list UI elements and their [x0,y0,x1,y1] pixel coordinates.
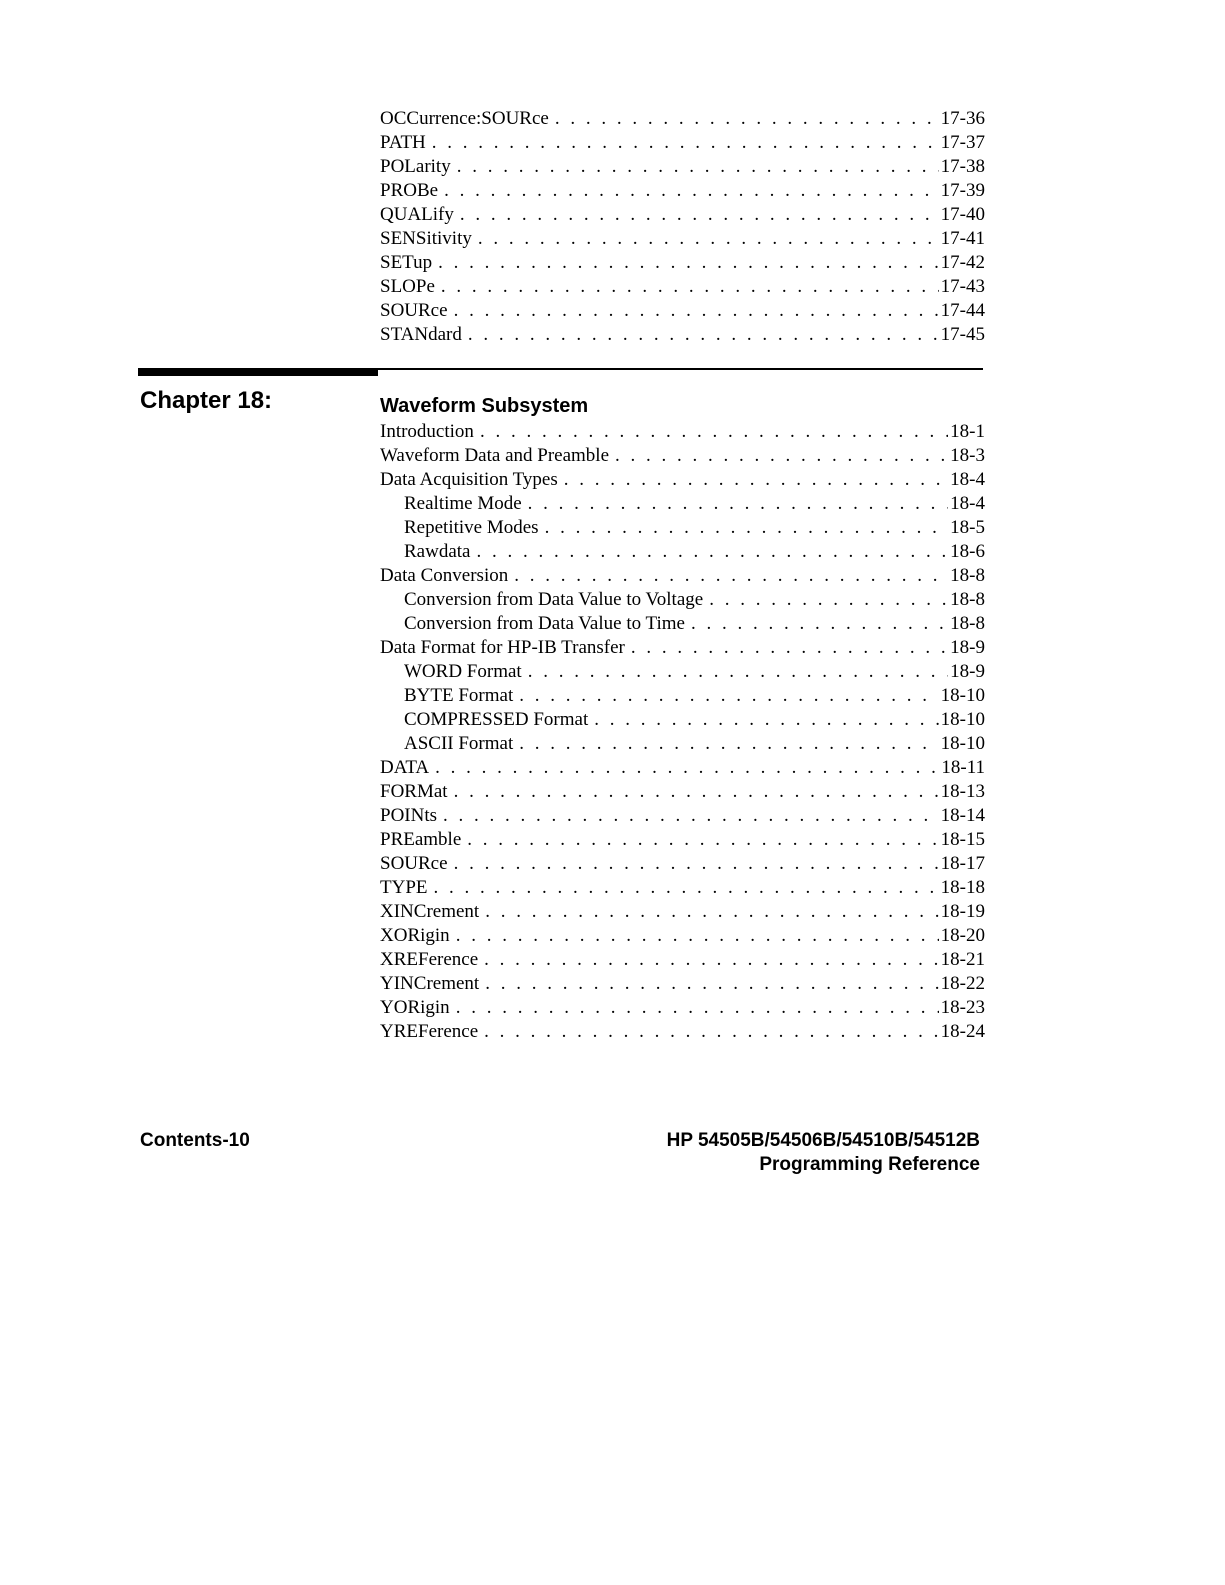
toc-entry-title: FORMat [380,781,448,802]
toc-entry-title: Conversion from Data Value to Time [404,613,685,634]
toc-entry[interactable] [380,612,985,636]
toc-entry-page: 18-3 [950,445,985,466]
toc-entry[interactable] [380,684,985,708]
toc-entry-page: 17-37 [940,132,985,153]
toc-dot-leader [615,444,948,468]
toc-dot-leader [519,732,938,756]
toc-entry-page: 18-4 [950,469,985,490]
footer-page-label: Contents-10 [140,1130,250,1151]
toc-entry[interactable] [380,756,985,780]
toc-entry-page: 18-6 [950,541,985,562]
toc-entry-page: 17-36 [940,108,985,129]
toc-dot-leader [468,323,939,347]
toc-dot-leader [545,516,949,540]
toc-previous-section [380,107,985,347]
toc-entry-page: 17-39 [940,180,985,201]
toc-entry-title: COMPRESSED Format [404,709,589,730]
toc-entry-title: YREFerence [380,1021,479,1042]
toc-entry-title: PREamble [380,829,462,850]
toc-entry-title: XORigin [380,925,450,946]
toc-entry[interactable] [380,876,985,900]
toc-dot-leader [441,275,939,299]
toc-entry-page: 17-44 [940,300,985,321]
toc-entry-title: Data Acquisition Types [380,469,558,490]
toc-entry[interactable] [380,996,985,1020]
toc-entry-page: 17-43 [940,276,985,297]
toc-entry-page: 18-8 [950,565,985,586]
toc-entry-page: 18-5 [950,517,985,538]
toc-entry-title: POLarity [380,156,451,177]
toc-entry[interactable] [380,924,985,948]
toc-entry-title: QUALify [380,204,454,225]
toc-dot-leader [456,996,939,1020]
toc-dot-leader [631,636,948,660]
toc-dot-leader [438,251,939,275]
toc-entry-page: 18-13 [940,781,985,802]
toc-entry[interactable] [380,227,985,251]
toc-entry-title: ASCII Format [404,733,514,754]
toc-dot-leader [432,131,939,155]
toc-entry-title: Realtime Mode [404,493,522,514]
toc-entry[interactable] [380,516,985,540]
toc-chapter-18 [380,420,985,1044]
toc-entry-title: Rawdata [404,541,471,562]
toc-entry[interactable] [380,1020,985,1044]
toc-entry[interactable] [380,251,985,275]
toc-entry-page: 18-9 [950,637,985,658]
toc-entry[interactable] [380,275,985,299]
toc-entry-page: 18-10 [940,733,985,754]
toc-entry-title: SENSitivity [380,228,472,249]
toc-entry-title: WORD Format [404,661,522,682]
toc-entry-title: XREFerence [380,949,479,970]
toc-entry-page: 18-21 [940,949,985,970]
toc-dot-leader [460,203,939,227]
toc-dot-leader [691,612,948,636]
toc-entry[interactable] [380,972,985,996]
toc-entry[interactable] [380,179,985,203]
toc-dot-leader [485,900,938,924]
toc-entry-title: BYTE Format [404,685,514,706]
toc-entry-title: Data Format for HP-IB Transfer [380,637,625,658]
toc-entry-title: TYPE [380,877,428,898]
toc-entry-page: 18-10 [940,685,985,706]
toc-entry[interactable] [380,468,985,492]
toc-entry-page: 18-18 [940,877,985,898]
toc-entry-title: Conversion from Data Value to Voltage [404,589,704,610]
toc-entry-page: 18-22 [940,973,985,994]
toc-entry-page: 18-24 [940,1021,985,1042]
toc-dot-leader [519,684,938,708]
toc-dot-leader [594,708,938,732]
toc-entry[interactable] [380,299,985,323]
toc-entry-title: SOURce [380,853,448,874]
toc-entry[interactable] [380,804,985,828]
toc-dot-leader [434,876,939,900]
toc-entry-title: Introduction [380,421,474,442]
toc-entry-page: 18-1 [950,421,985,442]
footer-product: HP 54505B/54506B/54510B/54512B [666,1130,980,1151]
toc-entry-title: SLOPe [380,276,435,297]
toc-dot-leader [514,564,948,588]
chapter-title: Waveform Subsystem [380,395,589,417]
toc-entry-title: Data Conversion [380,565,509,586]
toc-dot-leader [528,492,949,516]
toc-entry[interactable] [380,660,985,684]
chapter-label: Chapter 18: [140,387,273,414]
footer-document-info [667,1129,980,1177]
toc-entry[interactable] [380,900,985,924]
toc-dot-leader [478,227,939,251]
toc-dot-leader [485,972,938,996]
toc-entry[interactable] [380,636,985,660]
toc-dot-leader [555,107,939,131]
toc-dot-leader [457,155,939,179]
toc-entry-title: SETup [380,252,433,273]
toc-entry-title: XINCrement [380,901,480,922]
toc-entry-title: YINCrement [380,973,480,994]
toc-dot-leader [484,1020,939,1044]
toc-entry[interactable] [380,708,985,732]
toc-entry[interactable] [380,564,985,588]
toc-entry[interactable] [380,588,985,612]
toc-entry-title: YORigin [380,997,450,1018]
toc-dot-leader [484,948,939,972]
toc-dot-leader [480,420,948,444]
toc-entry-page: 18-4 [950,493,985,514]
toc-entry[interactable] [380,420,985,444]
toc-entry-page: 18-23 [940,997,985,1018]
toc-dot-leader [444,179,939,203]
toc-dot-leader [564,468,948,492]
toc-dot-leader [435,756,939,780]
toc-entry[interactable] [380,780,985,804]
toc-dot-leader [467,828,938,852]
toc-dot-leader [454,780,939,804]
toc-entry-page: 18-17 [940,853,985,874]
toc-dot-leader [476,540,948,564]
chapter-divider-thick [138,368,378,376]
toc-entry-title: STANdard [380,324,462,345]
toc-dot-leader [454,299,939,323]
toc-entry[interactable] [380,131,985,155]
toc-entry-page: 18-20 [940,925,985,946]
toc-entry-title: DATA [380,757,430,778]
toc-entry[interactable] [380,155,985,179]
toc-dot-leader [454,852,939,876]
toc-dot-leader [443,804,939,828]
toc-entry-page: 18-8 [950,613,985,634]
toc-dot-leader [709,588,948,612]
toc-entry-page: 17-38 [940,156,985,177]
toc-entry-page: 17-41 [940,228,985,249]
toc-entry-title: Repetitive Modes [404,517,539,538]
toc-entry-title: SOURce [380,300,448,321]
toc-entry-page: 18-10 [940,709,985,730]
toc-entry[interactable] [380,948,985,972]
toc-entry-page: 18-9 [950,661,985,682]
toc-entry-title: Waveform Data and Preamble [380,445,610,466]
toc-entry[interactable] [380,852,985,876]
toc-entry[interactable] [380,444,985,468]
chapter-divider-thin [378,368,983,370]
toc-entry-page: 18-19 [940,901,985,922]
toc-entry-title: OCCurrence:SOURce [380,108,549,129]
toc-entry-page: 17-45 [940,324,985,345]
toc-entry-page: 18-8 [950,589,985,610]
toc-entry-page: 17-40 [940,204,985,225]
toc-entry[interactable] [380,203,985,227]
toc-entry-page: 18-15 [940,829,985,850]
toc-entry-page: 17-42 [940,252,985,273]
toc-entry[interactable] [380,492,985,516]
toc-entry-page: 18-14 [940,805,985,826]
toc-entry[interactable] [380,540,985,564]
toc-dot-leader [456,924,939,948]
toc-dot-leader [528,660,948,684]
footer-doc-title: Programming Reference [759,1154,980,1175]
toc-entry[interactable] [380,107,985,131]
toc-entry-title: PATH [380,132,426,153]
toc-entry[interactable] [380,732,985,756]
toc-entry-title: POINts [380,805,438,826]
toc-entry[interactable] [380,828,985,852]
toc-entry[interactable] [380,323,985,347]
toc-entry-title: PROBe [380,180,439,201]
toc-entry-page: 18-11 [941,757,985,778]
